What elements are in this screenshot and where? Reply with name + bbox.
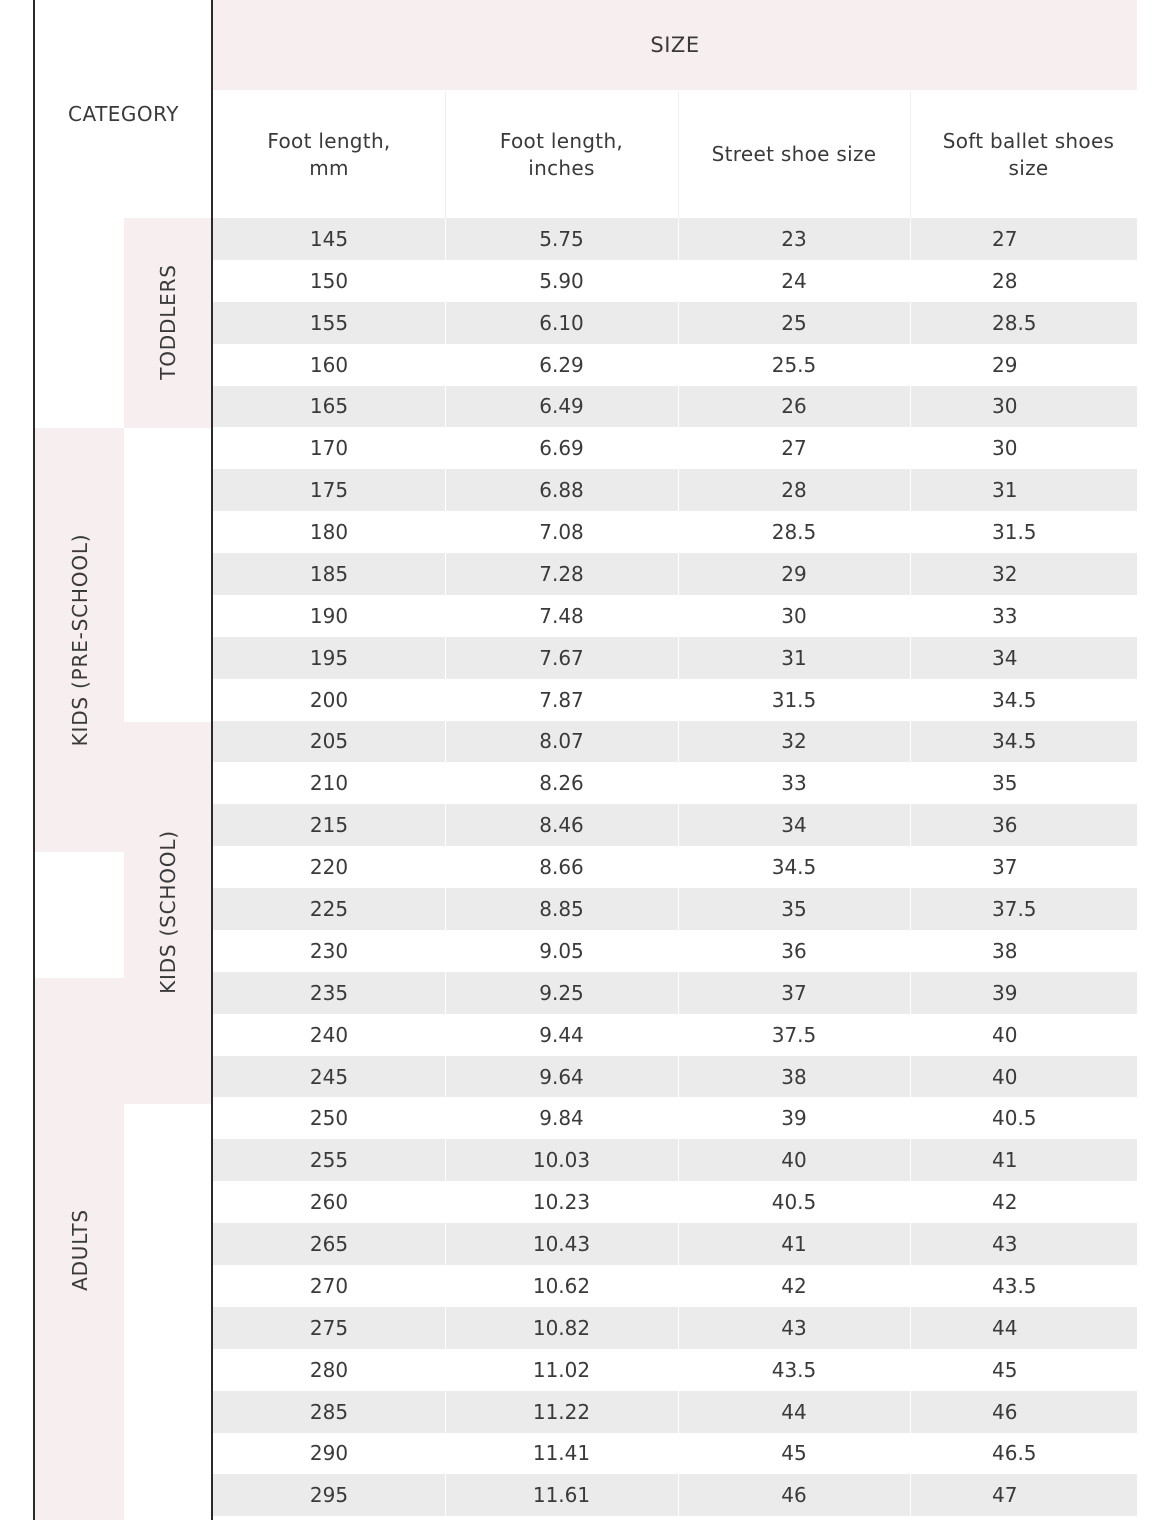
street-size-cell: 26 xyxy=(781,394,807,419)
column-divider xyxy=(678,218,679,1520)
street-size-cell: 29 xyxy=(781,561,807,586)
foot-mm-cell: 170 xyxy=(309,436,349,461)
street-size-cell: 34 xyxy=(781,813,807,838)
size-header: SIZE xyxy=(213,0,1137,90)
ballet-size-cell: 41 xyxy=(992,1148,1018,1173)
street-size-cell: 44 xyxy=(781,1399,807,1424)
foot-mm-cell: 270 xyxy=(309,1273,349,1298)
foot-mm-cell: 150 xyxy=(309,268,349,293)
foot-mm-cell: 160 xyxy=(309,352,349,377)
street-size-cell: 40 xyxy=(781,1148,807,1173)
street-size-cell: 23 xyxy=(781,226,807,251)
table-row xyxy=(213,846,1137,888)
foot-mm-cell: 275 xyxy=(309,1315,349,1340)
table-row xyxy=(213,344,1137,386)
ballet-size-cell: 35 xyxy=(992,771,1018,796)
column-divider xyxy=(445,218,446,1520)
street-size-cell: 42 xyxy=(781,1273,807,1298)
foot-inches-cell: 8.07 xyxy=(539,729,584,754)
foot-inches-cell: 8.66 xyxy=(539,855,584,880)
street-size-cell: 34.5 xyxy=(771,855,817,880)
foot-inches-cell: 6.10 xyxy=(539,310,584,335)
street-size-cell: 38 xyxy=(781,1064,807,1089)
column-header-street-size: Street shoe size xyxy=(711,142,877,166)
foot-mm-cell: 235 xyxy=(309,980,349,1005)
category-divider xyxy=(211,0,213,1520)
foot-mm-cell: 265 xyxy=(309,1232,349,1257)
street-size-cell: 37.5 xyxy=(771,1022,817,1047)
street-size-cell: 43.5 xyxy=(771,1357,817,1382)
street-size-cell: 32 xyxy=(781,729,807,754)
foot-mm-cell: 145 xyxy=(309,226,349,251)
header-divider xyxy=(910,91,911,218)
table-row xyxy=(213,1265,1137,1307)
street-size-cell: 30 xyxy=(781,603,807,628)
ballet-size-cell: 34 xyxy=(992,645,1018,670)
foot-inches-cell: 7.87 xyxy=(539,687,584,712)
foot-inches-cell: 9.84 xyxy=(539,1106,584,1131)
table-row xyxy=(213,637,1137,679)
foot-inches-cell: 10.03 xyxy=(532,1148,591,1173)
street-size-cell: 25.5 xyxy=(771,352,817,377)
foot-inches-cell: 6.88 xyxy=(539,478,584,503)
ballet-size-cell: 36 xyxy=(992,813,1018,838)
foot-inches-cell: 10.82 xyxy=(532,1315,591,1340)
foot-mm-cell: 230 xyxy=(309,938,349,963)
category-header: CATEGORY xyxy=(67,102,180,126)
foot-mm-cell: 290 xyxy=(309,1441,349,1466)
foot-mm-cell: 220 xyxy=(309,855,349,880)
foot-inches-cell: 9.05 xyxy=(539,938,584,963)
foot-mm-cell: 295 xyxy=(309,1483,349,1508)
table-row xyxy=(213,1139,1137,1181)
ballet-size-cell: 27 xyxy=(992,226,1018,251)
ballet-size-cell: 38 xyxy=(992,938,1018,963)
table-row xyxy=(213,595,1137,637)
table-row xyxy=(213,511,1137,553)
table-row xyxy=(213,553,1137,595)
foot-inches-cell: 6.49 xyxy=(539,394,584,419)
table-row xyxy=(213,1433,1137,1475)
foot-mm-cell: 225 xyxy=(309,897,349,922)
street-size-cell: 28 xyxy=(781,478,807,503)
table-row xyxy=(213,1349,1137,1391)
street-size-cell: 43 xyxy=(781,1315,807,1340)
table-row xyxy=(213,218,1137,260)
header-divider xyxy=(678,91,679,218)
ballet-size-cell: 37.5 xyxy=(992,897,1037,922)
ballet-size-cell: 34.5 xyxy=(992,729,1037,754)
table-row xyxy=(213,679,1137,721)
ballet-size-cell: 45 xyxy=(992,1357,1018,1382)
foot-inches-cell: 6.29 xyxy=(539,352,584,377)
category-label-adults: ADULTS xyxy=(68,1209,92,1291)
table-row xyxy=(213,260,1137,302)
street-size-cell: 31 xyxy=(781,645,807,670)
ballet-size-cell: 46.5 xyxy=(992,1441,1037,1466)
street-size-cell: 35 xyxy=(781,897,807,922)
foot-mm-cell: 180 xyxy=(309,520,349,545)
ballet-size-cell: 40 xyxy=(992,1022,1018,1047)
table-row xyxy=(213,930,1137,972)
ballet-size-cell: 44 xyxy=(992,1315,1018,1340)
table-row xyxy=(213,386,1137,428)
ballet-size-cell: 28.5 xyxy=(992,310,1037,335)
table-row xyxy=(213,1391,1137,1433)
ballet-size-cell: 40.5 xyxy=(992,1106,1037,1131)
foot-inches-cell: 10.23 xyxy=(532,1190,591,1215)
foot-inches-cell: 8.26 xyxy=(539,771,584,796)
foot-inches-cell: 9.44 xyxy=(539,1022,584,1047)
table-row xyxy=(213,1056,1137,1098)
column-divider xyxy=(910,218,911,1520)
foot-mm-cell: 155 xyxy=(309,310,349,335)
street-size-cell: 31.5 xyxy=(771,687,817,712)
table-row xyxy=(213,1014,1137,1056)
ballet-size-cell: 34.5 xyxy=(992,687,1037,712)
street-size-cell: 41 xyxy=(781,1232,807,1257)
ballet-size-cell: 43 xyxy=(992,1232,1018,1257)
column-header-foot-mm: Foot length, mm xyxy=(267,128,391,180)
table-row xyxy=(213,804,1137,846)
foot-inches-cell: 9.64 xyxy=(539,1064,584,1089)
table-row xyxy=(213,1307,1137,1349)
foot-inches-cell: 8.46 xyxy=(539,813,584,838)
left-border xyxy=(33,0,35,1520)
foot-inches-cell: 9.25 xyxy=(539,980,584,1005)
category-label-kids-preschool: KIDS (PRE-SCHOOL) xyxy=(68,533,92,747)
ballet-size-cell: 31 xyxy=(992,478,1018,503)
table-row xyxy=(213,1097,1137,1139)
header-divider xyxy=(445,91,446,218)
ballet-size-cell: 33 xyxy=(992,603,1018,628)
category-label-kids-school: KIDS (SCHOOL) xyxy=(156,830,180,994)
table-row xyxy=(213,972,1137,1014)
ballet-size-cell: 47 xyxy=(992,1483,1018,1508)
foot-inches-cell: 11.22 xyxy=(532,1399,591,1424)
street-size-cell: 24 xyxy=(781,268,807,293)
foot-inches-cell: 7.67 xyxy=(539,645,584,670)
foot-mm-cell: 195 xyxy=(309,645,349,670)
table-row xyxy=(213,302,1137,344)
street-size-cell: 36 xyxy=(781,938,807,963)
foot-inches-cell: 5.90 xyxy=(539,268,584,293)
ballet-size-cell: 40 xyxy=(992,1064,1018,1089)
ballet-size-cell: 46 xyxy=(992,1399,1018,1424)
street-size-cell: 37 xyxy=(781,980,807,1005)
foot-mm-cell: 190 xyxy=(309,603,349,628)
table-row xyxy=(213,1181,1137,1223)
ballet-size-cell: 31.5 xyxy=(992,520,1037,545)
ballet-size-cell: 30 xyxy=(992,436,1018,461)
foot-mm-cell: 255 xyxy=(309,1148,349,1173)
foot-mm-cell: 210 xyxy=(309,771,349,796)
street-size-cell: 25 xyxy=(781,310,807,335)
foot-mm-cell: 240 xyxy=(309,1022,349,1047)
street-size-cell: 45 xyxy=(781,1441,807,1466)
foot-inches-cell: 5.75 xyxy=(539,226,584,251)
foot-inches-cell: 11.61 xyxy=(532,1483,591,1508)
foot-mm-cell: 175 xyxy=(309,478,349,503)
foot-inches-cell: 7.48 xyxy=(539,603,584,628)
ballet-size-cell: 42 xyxy=(992,1190,1018,1215)
column-header-ballet-size: Soft ballet shoes size xyxy=(942,128,1115,180)
foot-inches-cell: 8.85 xyxy=(539,897,584,922)
table-row xyxy=(213,1223,1137,1265)
category-label-toddlers: TODDLERS xyxy=(156,264,180,380)
street-size-cell: 27 xyxy=(781,436,807,461)
ballet-size-cell: 37 xyxy=(992,855,1018,880)
foot-inches-cell: 10.62 xyxy=(532,1273,591,1298)
foot-inches-cell: 11.41 xyxy=(532,1441,591,1466)
table-row xyxy=(213,721,1137,763)
foot-mm-cell: 165 xyxy=(309,394,349,419)
column-header-foot-inches: Foot length, inches xyxy=(499,128,624,180)
foot-mm-cell: 205 xyxy=(309,729,349,754)
table-row xyxy=(213,427,1137,469)
table-row xyxy=(213,469,1137,511)
table-row xyxy=(213,762,1137,804)
foot-inches-cell: 11.02 xyxy=(532,1357,591,1382)
foot-mm-cell: 200 xyxy=(309,687,349,712)
street-size-cell: 33 xyxy=(781,771,807,796)
street-size-cell: 39 xyxy=(781,1106,807,1131)
foot-mm-cell: 245 xyxy=(309,1064,349,1089)
foot-mm-cell: 215 xyxy=(309,813,349,838)
foot-mm-cell: 250 xyxy=(309,1106,349,1131)
ballet-size-cell: 28 xyxy=(992,268,1018,293)
foot-mm-cell: 280 xyxy=(309,1357,349,1382)
table-row xyxy=(213,1474,1137,1516)
foot-mm-cell: 185 xyxy=(309,561,349,586)
foot-inches-cell: 6.69 xyxy=(539,436,584,461)
ballet-size-cell: 39 xyxy=(992,980,1018,1005)
ballet-size-cell: 30 xyxy=(992,394,1018,419)
street-size-cell: 40.5 xyxy=(771,1190,817,1215)
table-row xyxy=(213,888,1137,930)
foot-inches-cell: 7.28 xyxy=(539,561,584,586)
ballet-size-cell: 43.5 xyxy=(992,1273,1037,1298)
street-size-cell: 46 xyxy=(781,1483,807,1508)
foot-inches-cell: 7.08 xyxy=(539,520,584,545)
ballet-size-cell: 29 xyxy=(992,352,1018,377)
ballet-size-cell: 32 xyxy=(992,561,1018,586)
foot-inches-cell: 10.43 xyxy=(532,1232,591,1257)
foot-mm-cell: 285 xyxy=(309,1399,349,1424)
street-size-cell: 28.5 xyxy=(771,520,817,545)
foot-mm-cell: 260 xyxy=(309,1190,349,1215)
